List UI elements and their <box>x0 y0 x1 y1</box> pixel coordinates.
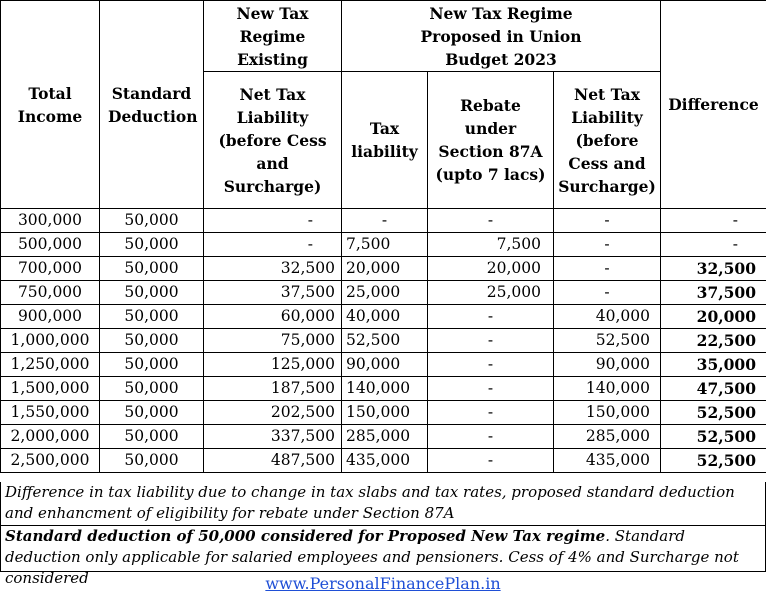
table-cell: 435,000 <box>342 449 428 473</box>
table-cell: - <box>428 305 554 329</box>
table-row <box>1 305 766 329</box>
table-cell: 50,000 <box>100 233 204 257</box>
table-cell: - <box>661 209 766 233</box>
table-row <box>1 425 766 449</box>
table-cell: 35,000 <box>661 353 766 377</box>
table-cell: 32,500 <box>661 257 766 281</box>
table-cell: 7,500 <box>428 233 554 257</box>
table-cell: 60,000 <box>204 305 342 329</box>
table-cell: 50,000 <box>100 401 204 425</box>
table-cell: 52,500 <box>342 329 428 353</box>
table-cell: - <box>428 329 554 353</box>
table-cell: 52,500 <box>554 329 661 353</box>
table-cell: 50,000 <box>100 257 204 281</box>
header-standard-deduction: Standard Deduction <box>100 1 204 209</box>
table-row <box>1 449 766 473</box>
table-cell: 140,000 <box>342 377 428 401</box>
table-cell: 285,000 <box>554 425 661 449</box>
table-cell: 50,000 <box>100 209 204 233</box>
website-footer <box>0 572 766 596</box>
table-cell: 140,000 <box>554 377 661 401</box>
table-cell: 40,000 <box>342 305 428 329</box>
table-cell: 1,500,000 <box>1 377 100 401</box>
table-cell: 1,250,000 <box>1 353 100 377</box>
table-cell: 1,550,000 <box>1 401 100 425</box>
table-cell: 20,000 <box>428 257 554 281</box>
table-cell: - <box>661 233 766 257</box>
table-cell: 50,000 <box>100 281 204 305</box>
table-row <box>1 401 766 425</box>
table-cell: 90,000 <box>554 353 661 377</box>
table-cell: 25,000 <box>428 281 554 305</box>
table-cell: 500,000 <box>1 233 100 257</box>
table-cell: 50,000 <box>100 329 204 353</box>
table-cell: 7,500 <box>342 233 428 257</box>
table-cell: - <box>554 233 661 257</box>
table-cell: 750,000 <box>1 281 100 305</box>
table-cell: - <box>428 401 554 425</box>
table-cell: 40,000 <box>554 305 661 329</box>
table-cell: 50,000 <box>100 305 204 329</box>
table-cell: - <box>428 353 554 377</box>
table-cell: 50,000 <box>100 377 204 401</box>
table-cell: 300,000 <box>1 209 100 233</box>
header-tax-liability: Tax liability <box>342 72 428 209</box>
note-difference-explanation: Difference in tax liability due to change in tax slabs and tax rates, proposed standard deduction and enhancment of eligibility for rebate under Section 87A <box>0 482 766 526</box>
table-row <box>1 257 766 281</box>
header-total-income: Total Income <box>1 1 100 209</box>
table-cell: 22,500 <box>661 329 766 353</box>
table-cell: 50,000 <box>100 425 204 449</box>
table-cell: - <box>342 209 428 233</box>
table-cell: 37,500 <box>661 281 766 305</box>
table-cell: 52,500 <box>661 401 766 425</box>
table-cell: 202,500 <box>204 401 342 425</box>
website-link[interactable]: www.PersonalFinancePlan.in <box>265 574 501 593</box>
table-cell: - <box>554 281 661 305</box>
table-cell: 52,500 <box>661 425 766 449</box>
header-existing-regime: New Tax Regime Existing <box>204 1 342 72</box>
table-cell: 47,500 <box>661 377 766 401</box>
table-cell: 435,000 <box>554 449 661 473</box>
table-cell: 50,000 <box>100 449 204 473</box>
table-row <box>1 281 766 305</box>
header-net-tax-existing: Net Tax Liability (before Cess and Surcharge) <box>204 72 342 209</box>
table-cell: 1,000,000 <box>1 329 100 353</box>
table-row <box>1 377 766 401</box>
table-cell: 25,000 <box>342 281 428 305</box>
note-standard-deduction-bold: Standard deduction of 50,000 considered for Proposed New Tax regime <box>5 527 606 545</box>
table-cell: - <box>204 209 342 233</box>
table-row <box>1 329 766 353</box>
header-net-tax-proposed: Net Tax Liability (before Cess and Surcharge) <box>554 72 661 209</box>
table-cell: 2,500,000 <box>1 449 100 473</box>
table-cell: - <box>428 449 554 473</box>
table-cell: 487,500 <box>204 449 342 473</box>
table-cell: 20,000 <box>661 305 766 329</box>
header-proposed-regime: New Tax Regime Proposed in Union Budget 2023 <box>342 1 661 72</box>
table-cell: 37,500 <box>204 281 342 305</box>
note-standard-deduction-rest: . Standard deduction only applicable for salaried employees and pensioners. Cess of 4% and Surcharge not considered <box>5 527 739 587</box>
table-cell: 285,000 <box>342 425 428 449</box>
table-cell: 90,000 <box>342 353 428 377</box>
table-cell: 900,000 <box>1 305 100 329</box>
table-cell: 52,500 <box>661 449 766 473</box>
table-row <box>1 233 766 257</box>
table-cell: 700,000 <box>1 257 100 281</box>
table-cell: - <box>204 233 342 257</box>
table-cell: - <box>554 209 661 233</box>
table-cell: - <box>428 425 554 449</box>
table-cell: 150,000 <box>554 401 661 425</box>
table-cell: 50,000 <box>100 353 204 377</box>
table-cell: 75,000 <box>204 329 342 353</box>
table-row <box>1 209 766 233</box>
header-difference: Difference <box>661 1 766 209</box>
table-cell: 125,000 <box>204 353 342 377</box>
table-body <box>1 209 766 473</box>
header-rebate-87a: Rebate under Section 87A (upto 7 lacs) <box>428 72 554 209</box>
table-cell: 2,000,000 <box>1 425 100 449</box>
table-cell: 187,500 <box>204 377 342 401</box>
table-cell: - <box>428 377 554 401</box>
table-cell: 150,000 <box>342 401 428 425</box>
table-row <box>1 353 766 377</box>
table-cell: 20,000 <box>342 257 428 281</box>
table-cell: - <box>554 257 661 281</box>
table-cell: - <box>428 209 554 233</box>
table-cell: 337,500 <box>204 425 342 449</box>
table-cell: 32,500 <box>204 257 342 281</box>
